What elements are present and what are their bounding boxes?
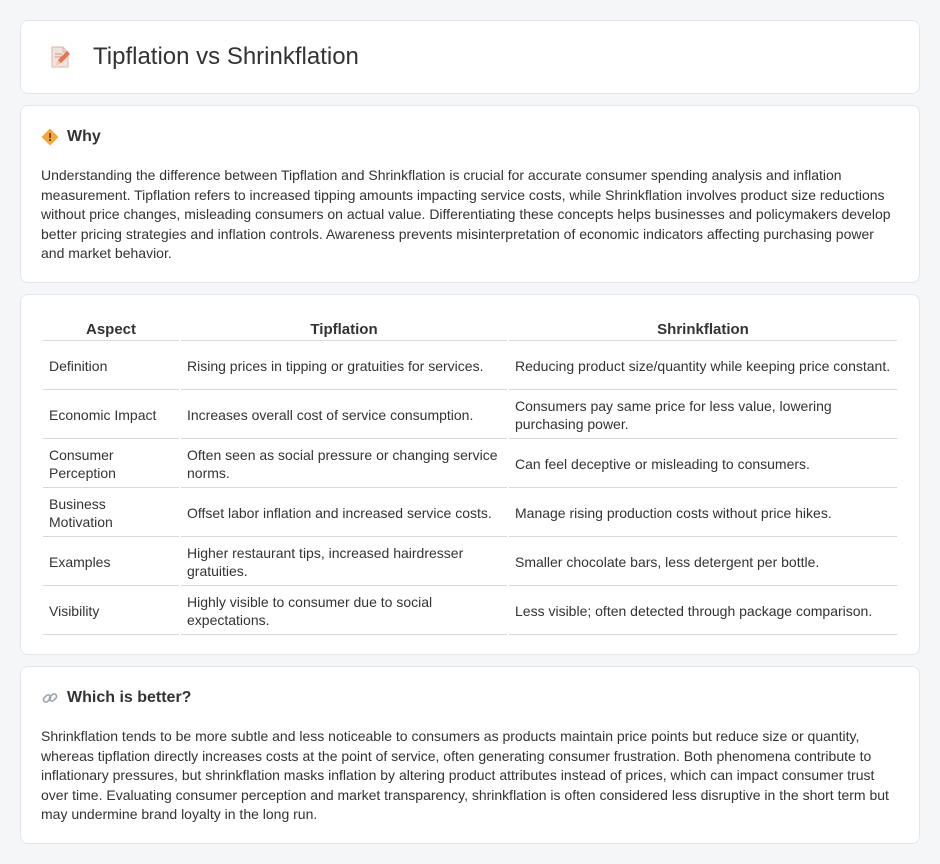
header-tipflation: Tipflation	[181, 317, 507, 341]
table-cell: Consumers pay same price for less value, lowering purchasing power.	[509, 392, 897, 439]
better-text: Shrinkflation tends to be more subtle and less noticeable to consumers as products maintain price points but reduce size or quantity, whereas tipflation directly increases costs at the point of service, often generating consumer frustration. Both phenomena contribute to inflationary pressures, but shrinkflation masks inflation by altering product attributes instead of prices, which can impact consumer trust over time. Evaluating consumer perception and market transparency, shrinkflation is often considered less disruptive in the short term but may undermine brand loyalty in the long run.	[41, 728, 889, 822]
table-cell: Increases overall cost of service consumption.	[181, 392, 507, 439]
table-row	[43, 343, 897, 390]
link-icon	[41, 689, 59, 707]
why-section	[20, 105, 920, 283]
header-aspect: Aspect	[43, 317, 179, 341]
table-row	[43, 588, 897, 635]
page-title: Tipflation vs Shrinkflation	[93, 43, 359, 70]
table-cell: Examples	[43, 539, 179, 586]
table-cell: Often seen as social pressure or changing service norms.	[181, 441, 507, 488]
table-cell: Offset labor inflation and increased service costs.	[181, 490, 507, 537]
header-card	[20, 20, 920, 94]
table-cell: Highly visible to consumer due to social expectations.	[181, 588, 507, 635]
why-heading	[41, 128, 899, 146]
better-title: Which is better?	[67, 689, 192, 706]
table-cell: Reducing product size/quantity while keeping price constant.	[509, 343, 897, 390]
table-row	[43, 392, 897, 439]
table-cell: Definition	[43, 343, 179, 390]
header-shrinkflation: Shrinkflation	[509, 317, 897, 341]
table-cell: Smaller chocolate bars, less detergent per bottle.	[509, 539, 897, 586]
comparison-table	[41, 315, 899, 637]
table-cell: Economic Impact	[43, 392, 179, 439]
table-cell: Business Motivation	[43, 490, 179, 537]
table-cell: Higher restaurant tips, increased hairdresser gratuities.	[181, 539, 507, 586]
table-row	[43, 441, 897, 488]
comparison-table-card	[20, 294, 920, 655]
table-cell: Consumer Perception	[43, 441, 179, 488]
why-text: Understanding the difference between Tipflation and Shrinkflation is crucial for accurate consumer spending analysis and inflation measurement. Tipflation refers to increased tipping amounts impacting service costs, while Shrinkflation involves product size reductions without price changes, misleading consumers on actual value. Differentiating these concepts helps businesses and policymakers develop better pricing strategies and inflation controls. Awareness prevents misinterpretation of economic indicators affecting purchasing power and market behavior.	[41, 167, 891, 261]
table-cell: Manage rising production costs without price hikes.	[509, 490, 897, 537]
table-cell: Visibility	[43, 588, 179, 635]
table-header-row	[43, 317, 897, 341]
diamond-sign-icon	[41, 128, 59, 146]
table-cell: Rising prices in tipping or gratuities for services.	[181, 343, 507, 390]
better-heading	[41, 689, 899, 707]
table-row	[43, 539, 897, 586]
table-cell: Less visible; often detected through package comparison.	[509, 588, 897, 635]
table-cell: Can feel deceptive or misleading to consumers.	[509, 441, 897, 488]
document-edit-icon	[47, 44, 73, 70]
table-row	[43, 490, 897, 537]
why-title: Why	[67, 128, 101, 145]
which-is-better-section	[20, 666, 920, 844]
